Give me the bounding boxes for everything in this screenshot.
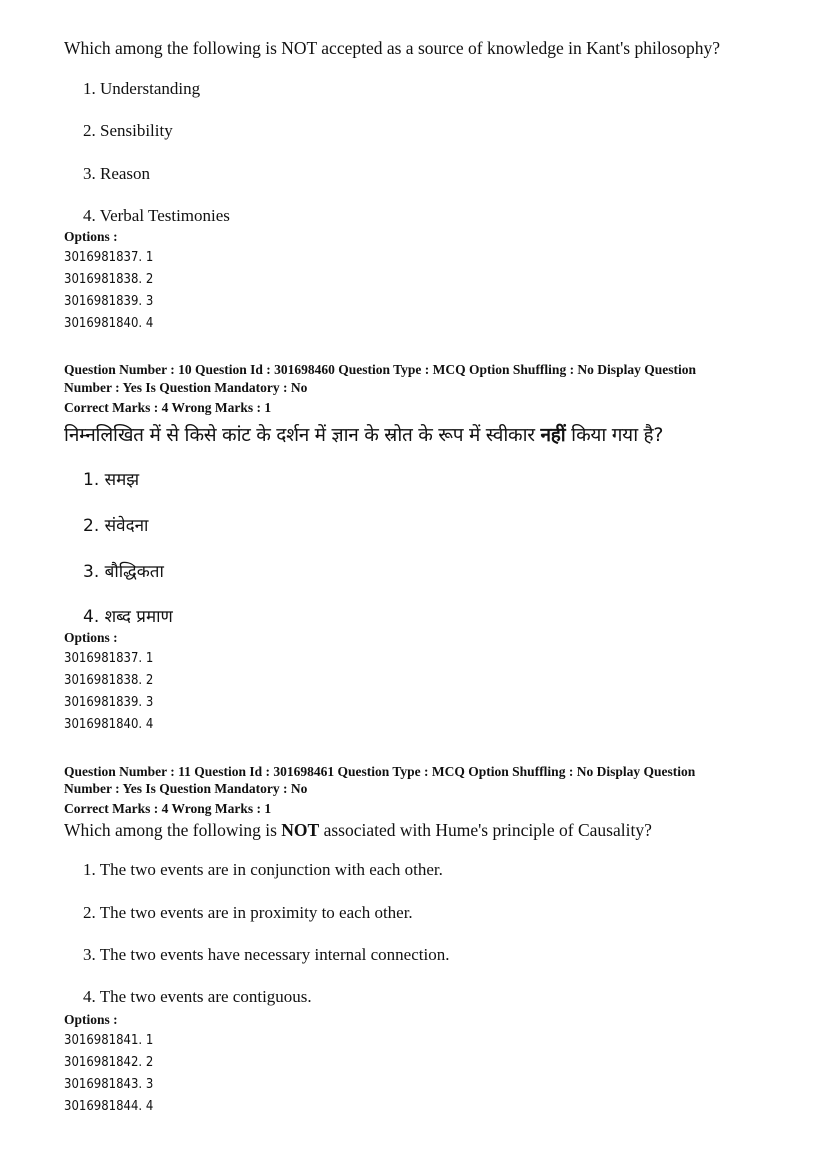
choice-4: 4. शब्द प्रमाण — [83, 607, 173, 627]
option-code: 3016981838. 2 — [64, 673, 154, 688]
option-code: 3016981837. 1 — [64, 250, 154, 265]
choice-1: 1. समझ — [83, 470, 140, 490]
option-code: 3016981838. 2 — [64, 272, 154, 287]
choice-3: 3. Reason — [83, 164, 151, 183]
choice-4: 4. Verbal Testimonies — [83, 206, 230, 225]
question-meta: Number : Yes Is Question Mandatory : No — [64, 380, 308, 395]
question-meta: Number : Yes Is Question Mandatory : No — [64, 781, 308, 796]
option-code: 3016981844. 4 — [64, 1099, 154, 1114]
choice-2: 2. The two events are in proximity to each other. — [83, 903, 413, 922]
choice-1: 1. The two events are in conjunction with each other. — [83, 860, 443, 879]
choice-4: 4. The two events are contiguous. — [83, 987, 312, 1006]
choice-2: 2. संवेदना — [83, 516, 149, 536]
option-code: 3016981841. 1 — [64, 1033, 154, 1048]
question-meta: Question Number : 10 Question Id : 301698460 Question Type : MCQ Option Shuffling : No Display Question — [64, 362, 696, 377]
options-label: Options : — [64, 229, 118, 244]
question-text: Which among the following is NOT accepted as a source of knowledge in Kant's philosophy? — [64, 38, 721, 58]
question-text: Which among the following is NOT associated with Hume's principle of Causality? — [64, 820, 652, 840]
marks-line: Correct Marks : 4 Wrong Marks : 1 — [64, 400, 272, 415]
option-code: 3016981840. 4 — [64, 717, 154, 732]
option-code: 3016981842. 2 — [64, 1055, 154, 1070]
option-code: 3016981843. 3 — [64, 1077, 154, 1092]
question-meta: Question Number : 11 Question Id : 301698461 Question Type : MCQ Option Shuffling : No Display Question — [64, 764, 696, 779]
choice-3: 3. बौद्धिकता — [83, 562, 164, 582]
choice-3: 3. The two events have necessary internal connection. — [83, 945, 450, 964]
options-label: Options : — [64, 1012, 118, 1027]
emphasis: नहीं — [540, 424, 566, 446]
choice-1: 1. Understanding — [83, 79, 201, 98]
marks-line: Correct Marks : 4 Wrong Marks : 1 — [64, 801, 272, 816]
options-label: Options : — [64, 630, 118, 645]
option-code: 3016981839. 3 — [64, 695, 154, 710]
option-code: 3016981837. 1 — [64, 651, 154, 666]
option-code: 3016981840. 4 — [64, 316, 154, 331]
question-text: निम्नलिखित में से किसे कांट के दर्शन में ज्ञान के स्रोत के रूप में स्वीकार नहीं किया गया है? — [64, 424, 664, 446]
emphasis: NOT — [281, 820, 320, 840]
choice-2: 2. Sensibility — [83, 121, 173, 140]
option-code: 3016981839. 3 — [64, 294, 154, 309]
